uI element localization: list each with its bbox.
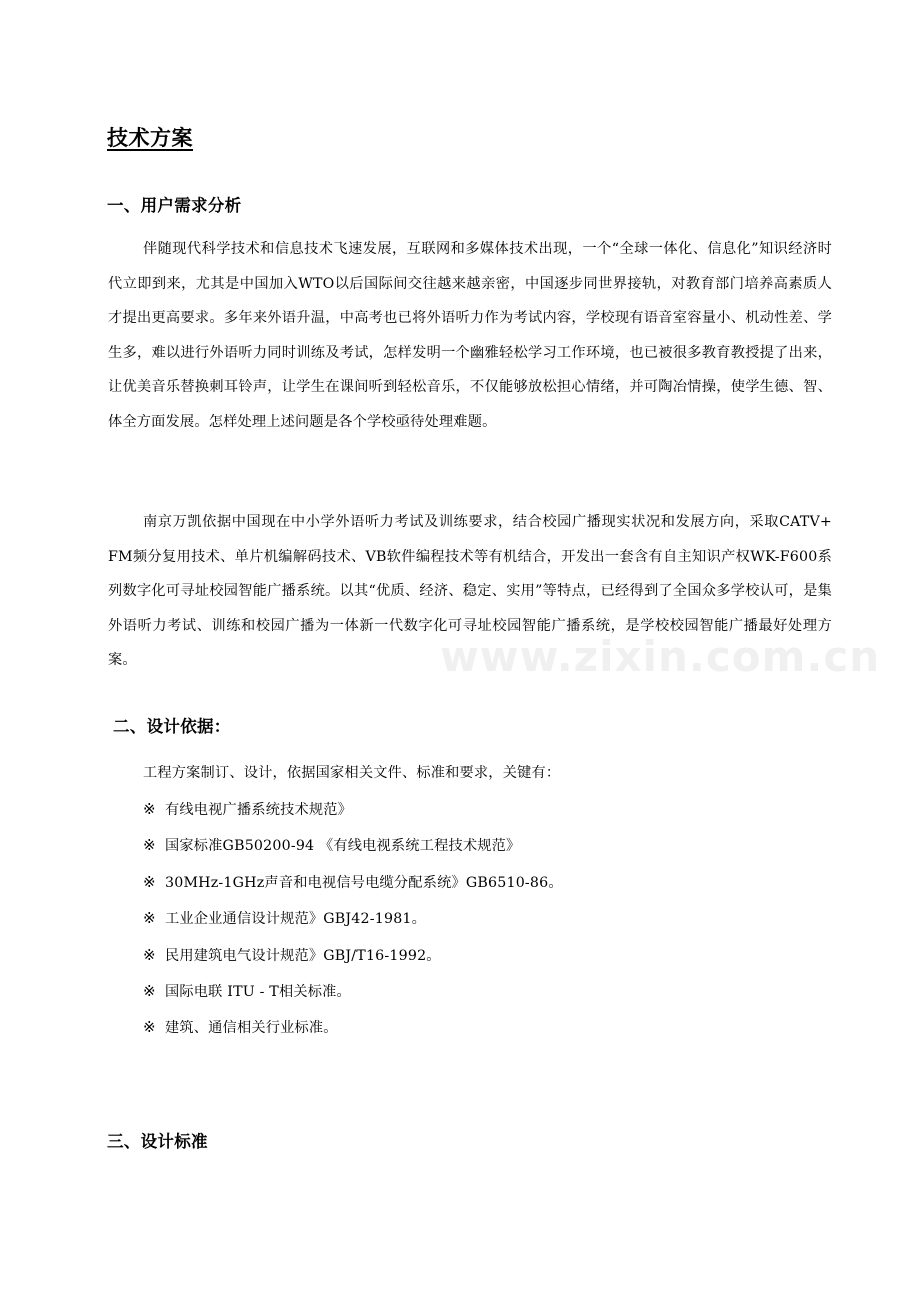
document-title: 技术方案	[107, 125, 193, 150]
standard-text: 国家标准GB50200-94 《有线电视系统工程技术规范》	[165, 838, 521, 855]
list-item	[143, 945, 563, 981]
section-heading-design-basis: 二、设计依据：	[113, 717, 231, 736]
requirements-paragraph-2: 南京万凯依据中国现在中小学外语听力考试及训练要求，结合校园广播现实状况和发展方向，采取CATV+ FM频分复用技术、单片机编解码技术、VB软件编程技术等有机结合，开发出一套含有自主知识产权WK-F600系列数字化可寻址校园智能广播系统。以其“优质、经济、稳定、实用”等特点，已经得到了全国众多学校认可，是集外语听力考试、训练和校园广播为一体新一代数字化可寻址校园智能广播系统，是学校校园智能广播最好处理方案。	[108, 514, 832, 668]
design-basis-intro: 工程方案制订、设计，依据国家相关文件、标准和要求，关键有：	[143, 765, 561, 781]
requirements-paragraph-1: 伴随现代科学技术和信息技术飞速发展，互联网和多媒体技术出现，一个“全球一体化、信息化”知识经济时代立即到来，尤其是中国加入WTO以后国际间交往越来越亲密，中国逐步同世界接轨，对教育部门培养高素质人才提出更高要求。多年来外语升温，中高考也已将外语听力作为考试内容，学校现有语音室容量小、机动性差、学生多，难以进行外语听力同时训练及考试，怎样发明一个幽雅轻松学习工作环境，也已被很多教育教授提了出来，让优美音乐替换刺耳铃声，让学生在课间听到轻松音乐，不仅能够放松担心情绪，并可陶冶情操，使学生德、智、体全方面发展。怎样处理上述问题是各个学校亟待处理难题。	[108, 241, 832, 430]
reference-mark-icon: ※	[143, 800, 156, 818]
watermark: www.zixin.com.cn	[440, 632, 881, 681]
reference-mark-icon: ※	[143, 981, 156, 1000]
list-item	[143, 799, 563, 835]
list-item	[143, 835, 563, 871]
standards-list	[143, 799, 563, 1054]
reference-mark-icon: ※	[143, 836, 156, 855]
reference-mark-icon: ※	[143, 872, 156, 891]
list-item	[143, 981, 563, 1017]
reference-mark-icon: ※	[143, 909, 156, 928]
reference-mark-icon: ※	[143, 1018, 156, 1037]
standard-text: 工业企业通信设计规范》GBJ42-1981。	[165, 911, 427, 928]
list-item	[143, 872, 563, 908]
section-heading-requirements: 一、用户需求分析	[107, 196, 242, 215]
standard-text: 建筑、通信相关行业标准。	[165, 1020, 338, 1037]
list-item	[143, 1017, 563, 1053]
list-item	[143, 908, 563, 944]
standard-text: 国际电联 ITU - T相关标准。	[165, 983, 351, 1000]
reference-mark-icon: ※	[143, 945, 156, 964]
standard-text: 民用建筑电气设计规范》GBJ/T16-1992。	[165, 947, 441, 964]
standard-text: 30MHz-1GHz声音和电视信号电缆分配系统》GB6510-86。	[165, 874, 563, 891]
standard-text: 有线电视广播系统技术规范》	[165, 802, 353, 818]
section-heading-design-standards: 三、设计标准	[107, 1132, 208, 1151]
